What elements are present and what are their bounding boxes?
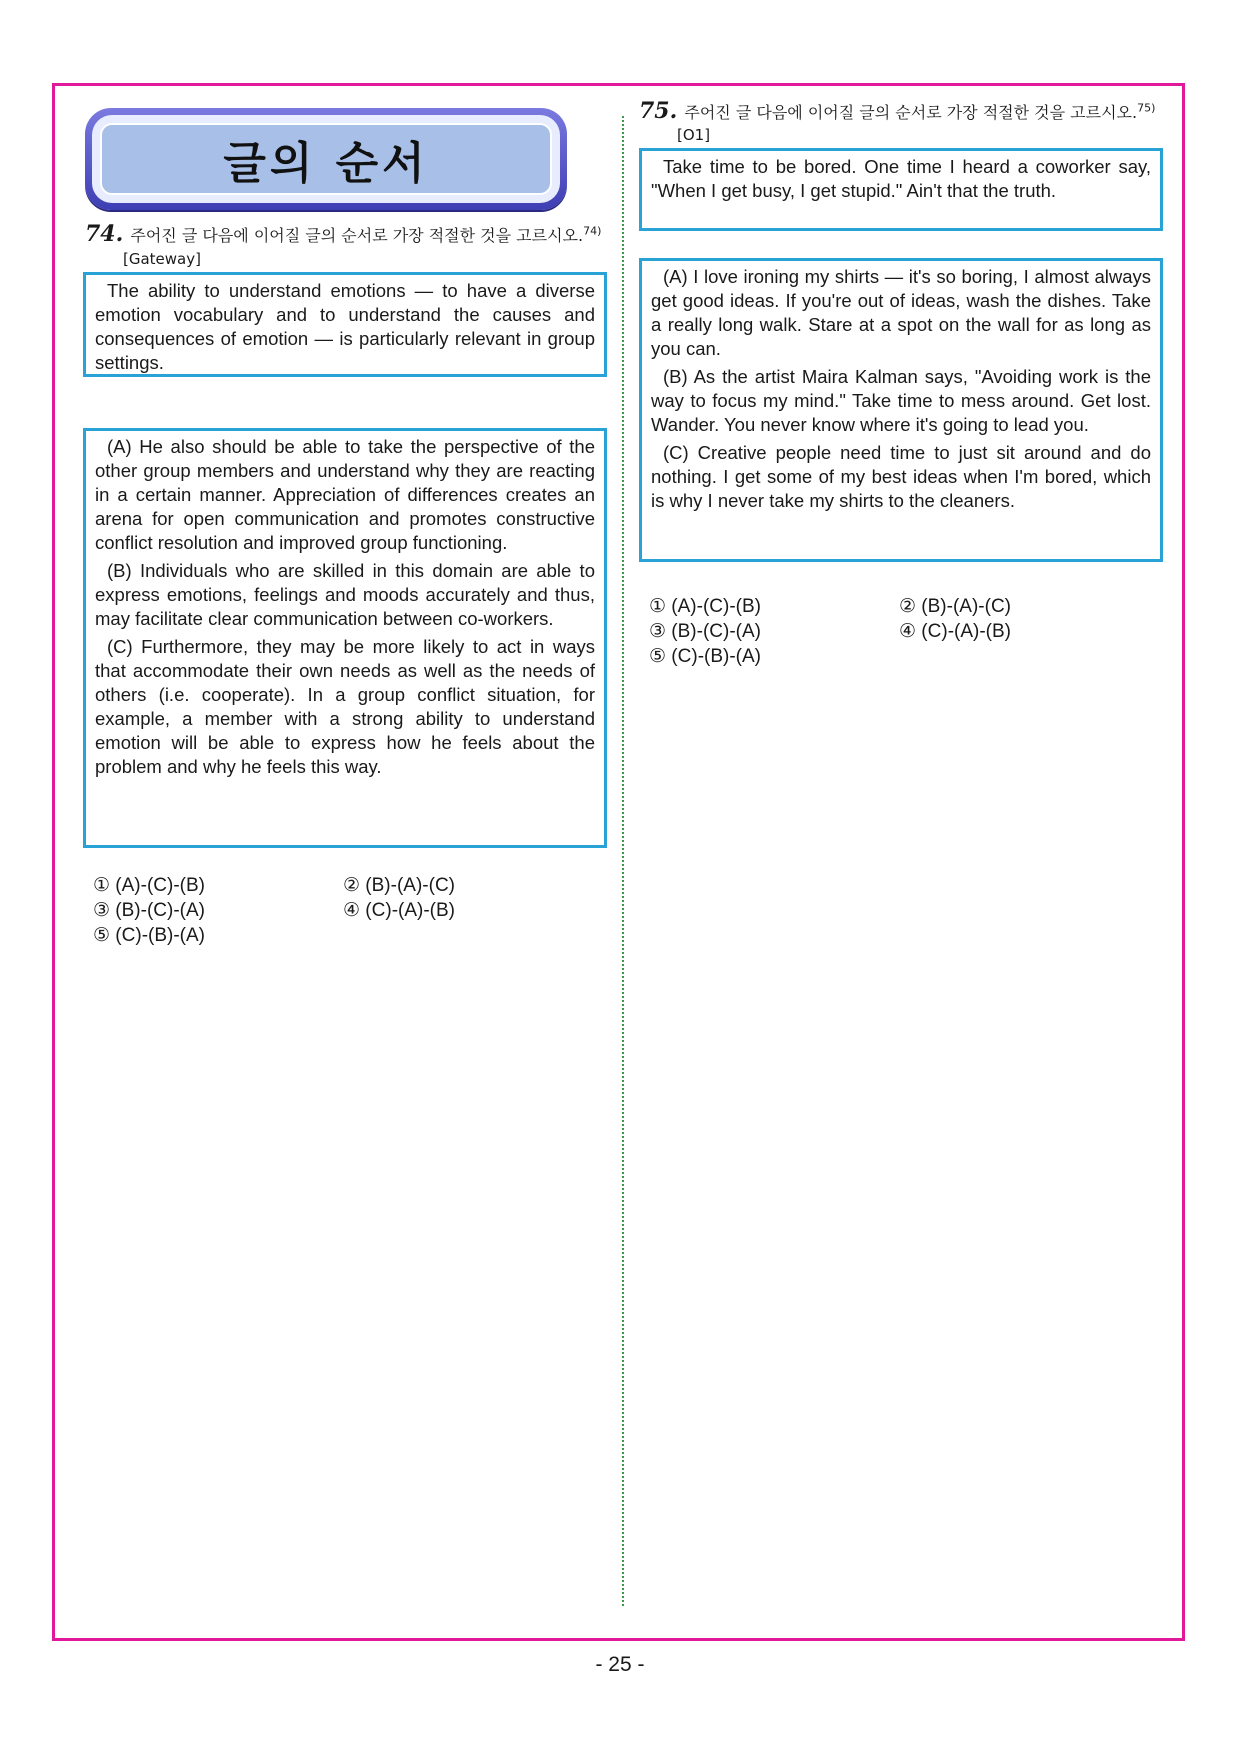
footnote-ref: 74) [583,224,602,238]
section-title-banner [85,108,567,210]
given-text-box [639,148,1163,231]
section-title: 글의 순서 [223,138,429,189]
page-number: - 25 - [595,1653,645,1676]
answer-options [93,873,613,953]
passages-box [639,258,1163,562]
answer-options [649,594,1169,674]
passage-b: (B) Individuals who are skilled in this domain are able to express emotions, feelings and moods accurately and thus, may facilitate clear communication between co-workers. [95,560,595,629]
question-source: [O1] [677,126,711,144]
passages-box [83,428,607,848]
passage-b: (B) As the artist Maira Kalman says, "Avoiding work is the way to focus my mind." Take time to mess around. Get lost. Wander. You never know where it's going to lead you. [651,366,1151,435]
question-74-header [85,221,615,247]
option-1[interactable]: ① (A)-(C)-(B) [93,875,205,896]
option-4[interactable]: ④ (C)-(A)-(B) [899,621,1011,642]
option-3[interactable]: ③ (B)-(C)-(A) [649,621,761,642]
option-5[interactable]: ⑤ (C)-(B)-(A) [649,646,761,667]
question-75-header [639,98,1184,124]
given-text-box [83,272,607,377]
question-source: [Gateway] [123,250,201,268]
passage-c: (C) Furthermore, they may be more likely to act in ways that accommodate their own needs as well as the needs of others (i.e. cooperate). In a group conflict situation, for example, a member with a strong ability to understand emotion will be able to express how he feels about the problem and why he feels this way. [95,636,595,777]
footnote-ref: 75) [1137,101,1156,115]
page-frame [52,83,1185,1641]
column-divider [622,116,624,1606]
question-number: 74. [85,221,124,247]
question-number: 75. [639,98,678,124]
passage-a: (A) I love ironing my shirts — it's so boring, I almost always get good ideas. If you're out of ideas, wash the dishes. Take a really long walk. Stare at a spot on the wall for as long as you can. [651,266,1151,359]
option-5[interactable]: ⑤ (C)-(B)-(A) [93,925,205,946]
option-1[interactable]: ① (A)-(C)-(B) [649,596,761,617]
option-2[interactable]: ② (B)-(A)-(C) [343,875,455,896]
option-2[interactable]: ② (B)-(A)-(C) [899,596,1011,617]
passage-c: (C) Creative people need time to just sit around and do nothing. I get some of my best ideas when I'm bored, which is why I never take my shirts to the cleaners. [651,442,1151,511]
option-3[interactable]: ③ (B)-(C)-(A) [93,900,205,921]
question-prompt: 주어진 글 다음에 이어질 글의 순서로 가장 적절한 것을 고르시오. [684,103,1138,122]
question-prompt: 주어진 글 다음에 이어질 글의 순서로 가장 적절한 것을 고르시오. [130,226,584,245]
given-text: The ability to understand emotions — to have a diverse emotion vocabulary and to understand the causes and consequences of emotion — is particularly relevant in group settings. [95,280,595,373]
passage-a: (A) He also should be able to take the perspective of the other group members and understand why they are reacting in a certain manner. Appreciation of differences creates an arena for open communication and promotes constructive conflict resolution and improved group functioning. [95,436,595,553]
option-4[interactable]: ④ (C)-(A)-(B) [343,900,455,921]
given-text: Take time to be bored. One time I heard a coworker say, "When I get busy, I get stupid." Ain't that the truth. [651,156,1151,201]
